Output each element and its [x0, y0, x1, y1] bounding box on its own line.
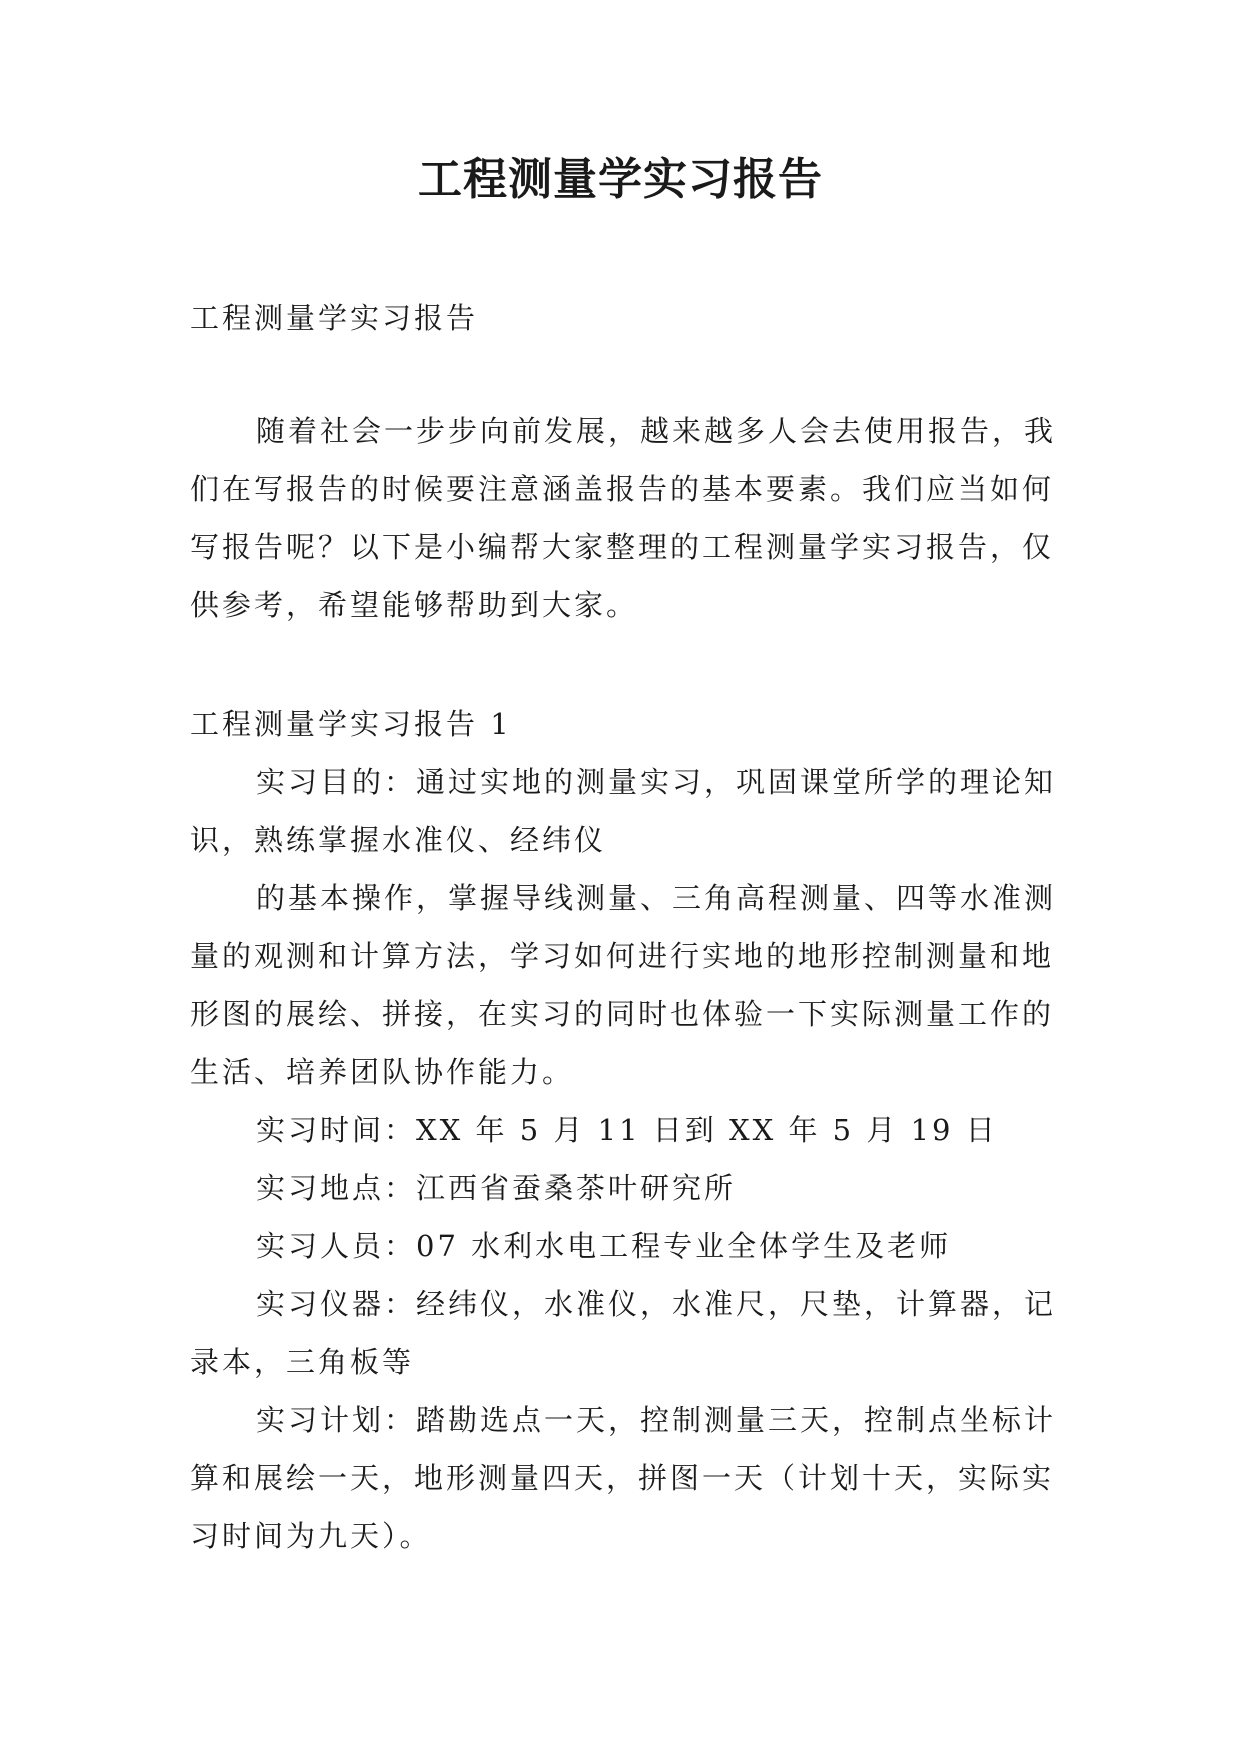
place-line: 实习地点：江西省蚕桑茶叶研究所: [256, 1171, 737, 1205]
intro-paragraph: [190, 402, 1070, 634]
people-line: 实习人员：07 水利水电工程专业全体学生及老师: [256, 1229, 952, 1263]
time-line: 实习时间：XX 年 5 月 11 日到 XX 年 5 月 19 日: [256, 1113, 998, 1147]
document-title: 工程测量学实习报告: [418, 154, 823, 205]
plan-paragraph: 实习计划：踏勘选点一天，控制测量三天，控制点坐标计算和展绘一天，地形测量四天，拼图一天（计划十天，实际实习时间为九天）。: [190, 1403, 1057, 1553]
document-subtitle: [190, 289, 1070, 347]
report-section-1: [190, 695, 1070, 1565]
purpose-paragraph-part2: 的基本操作，掌握导线测量、三角高程测量、四等水准测量的观测和计算方法，学习如何进行实地的地形控制测量和地形图的展绘、拼接，在实习的同时也体验一下实际测量工作的生活、培养团队协作能力。: [190, 881, 1057, 1089]
intro-text: 随着社会一步步向前发展，越来越多人会去使用报告，我们在写报告的时候要注意涵盖报告的基本要素。我们应当如何写报告呢？以下是小编帮大家整理的工程测量学实习报告，仅供参考，希望能够帮助到大家。: [190, 414, 1057, 622]
purpose-paragraph-part1: 实习目的：通过实地的测量实习，巩固课堂所学的理论知识，熟练掌握水准仪、经纬仪: [190, 765, 1057, 857]
subtitle-text: 工程测量学实习报告: [190, 301, 479, 335]
section-heading: 工程测量学实习报告 1: [190, 707, 512, 741]
instruments-paragraph: 实习仪器：经纬仪，水准仪，水准尺，尺垫，计算器，记录本，三角板等: [190, 1287, 1057, 1379]
